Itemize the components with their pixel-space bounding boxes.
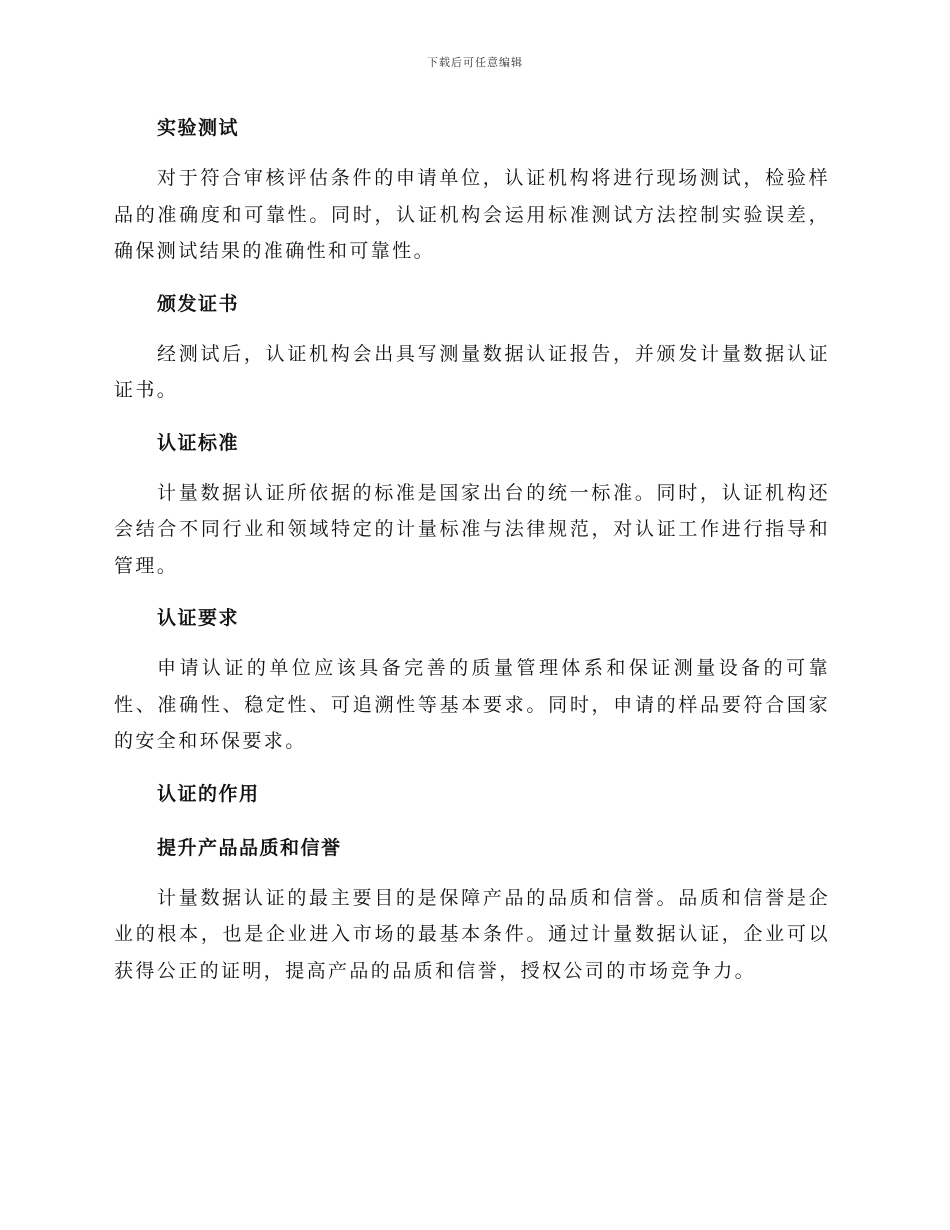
section-heading-certification-requirements: 认证要求 xyxy=(157,607,240,629)
document-body xyxy=(114,110,830,989)
section-paragraph-improve-quality: 计量数据认证的最主要目的是保障产品的品质和信誉。品质和信誉是企业的根本，也是企业进入市场的最基本条件。通过计量数据认证，企业可以获得公正的证明，提高产品的品质和信誉，授权公司的市场竞争力。 xyxy=(114,886,830,982)
section-paragraph-issue-certificate: 经测试后，认证机构会出具写测量数据认证报告，并颁发计量数据认证证书。 xyxy=(114,342,830,401)
section-heading-improve-quality: 提升产品品质和信誉 xyxy=(157,836,342,859)
section-heading-role-of-certification: 认证的作用 xyxy=(157,782,260,805)
section-paragraph-certification-requirements: 申请认证的单位应该具备完善的质量管理体系和保证测量设备的可靠性、准确性、稳定性、可追溯性等基本要求。同时，申请的样品要符合国家的安全和环保要求。 xyxy=(114,657,830,752)
section-heading-certification-standard: 认证标准 xyxy=(157,431,240,454)
section-paragraph-certification-standard: 计量数据认证所依据的标准是国家出台的统一标准。同时，认证机构还会结合不同行业和领域特定的计量标准与法律规范，对认证工作进行指导和管理。 xyxy=(114,481,830,577)
page-header: 下载后可任意编辑 xyxy=(427,56,523,69)
section-paragraph-experiment-test: 对于符合审核评估条件的申请单位，认证机构将进行现场测试，检验样品的准确度和可靠性。同时，认证机构会运用标准测试方法控制实验误差，确保测试结果的准确性和可靠性。 xyxy=(114,167,830,262)
section-heading-experiment-test: 实验测试 xyxy=(157,117,240,139)
section-heading-issue-certificate: 颁发证书 xyxy=(157,292,240,315)
